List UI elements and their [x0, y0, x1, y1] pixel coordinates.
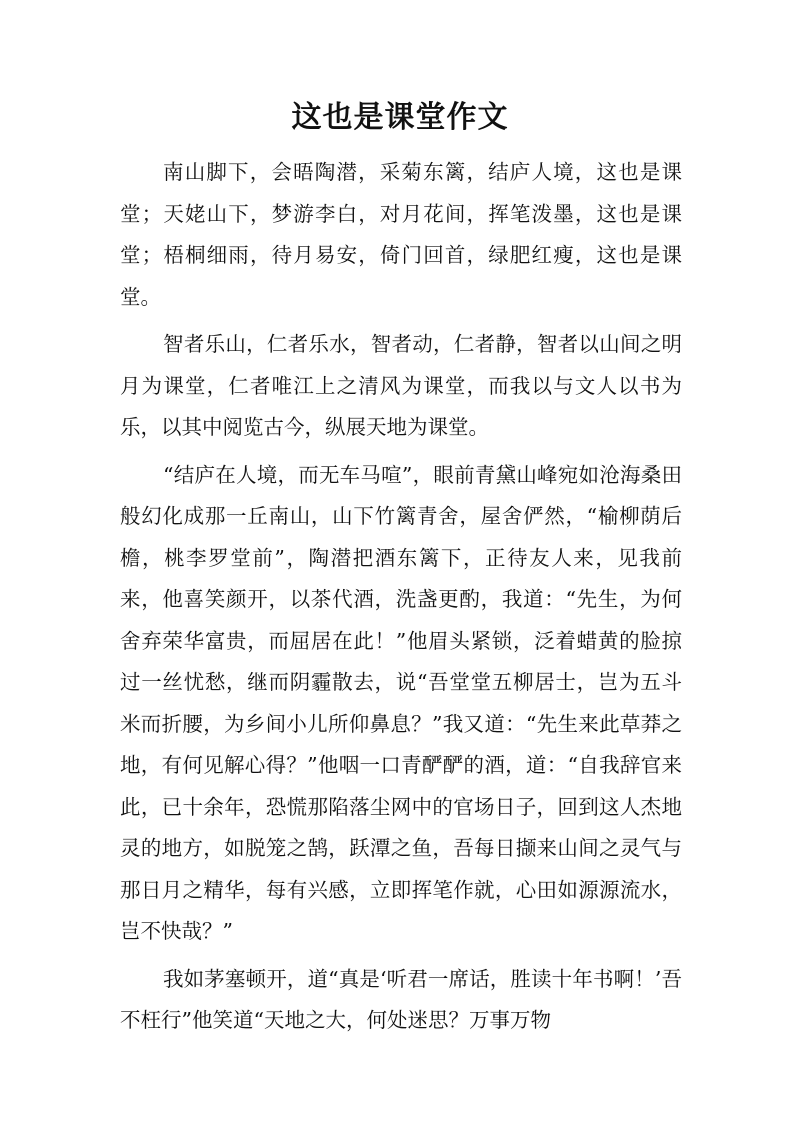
document-body: [120, 152, 682, 1048]
paragraph-4: 我如茅塞顿开，道“真是‘听君一席话，胜读十年书啊！’吾不枉行”他笑道“天地之大，何处迷思？万事万物: [120, 966, 682, 1032]
document-title: 这也是课堂作文: [291, 100, 509, 135]
paragraph-1: 南山脚下，会晤陶潜，采菊东篱，结庐人境，这也是课堂；天姥山下，梦游李白，对月花间，挥笔泼墨，这也是课堂；梧桐细雨，待月易安，倚门回首，绿肥红瘦，这也是课堂。: [120, 160, 682, 309]
paragraph-2: 智者乐山，仁者乐水，智者动，仁者静，智者以山间之明月为课堂，仁者唯江上之清风为课堂，而我以与文人以书为乐，以其中阅览古今，纵展天地为课堂。: [120, 332, 682, 439]
paragraph-3: “结庐在人境，而无车马喧”，眼前青黛山峰宛如沧海桑田般幻化成那一丘南山，山下竹篱青舍，屋舍俨然，“榆柳荫后檐，桃李罗堂前”，陶潜把酒东篱下，正待友人来，见我前来，他喜笑颜开，以茶代酒，洗盏更酌，我道：“先生，为何舍弃荣华富贵，而屈居在此！”他眉头紧锁，泛着蜡黄的脸掠过一丝忧愁，继而阴霾散去，说“吾堂堂五柳居士，岂为五斗米而折腰，为乡间小儿所仰鼻息？”我又道：“先生来此草莽之地，有何见解心得？”他咽一口青酽酽的酒，道：“自我辞官来此，已十余年，恐慌那陷落尘网中的官场日子，回到这人杰地灵的地方，如脱笼之鹄，跃潭之鱼，吾每日撷来山间之灵气与那日月之精华，每有兴感，立即挥笔作就，心田如源源流水，岂不快哉？”: [120, 462, 682, 943]
